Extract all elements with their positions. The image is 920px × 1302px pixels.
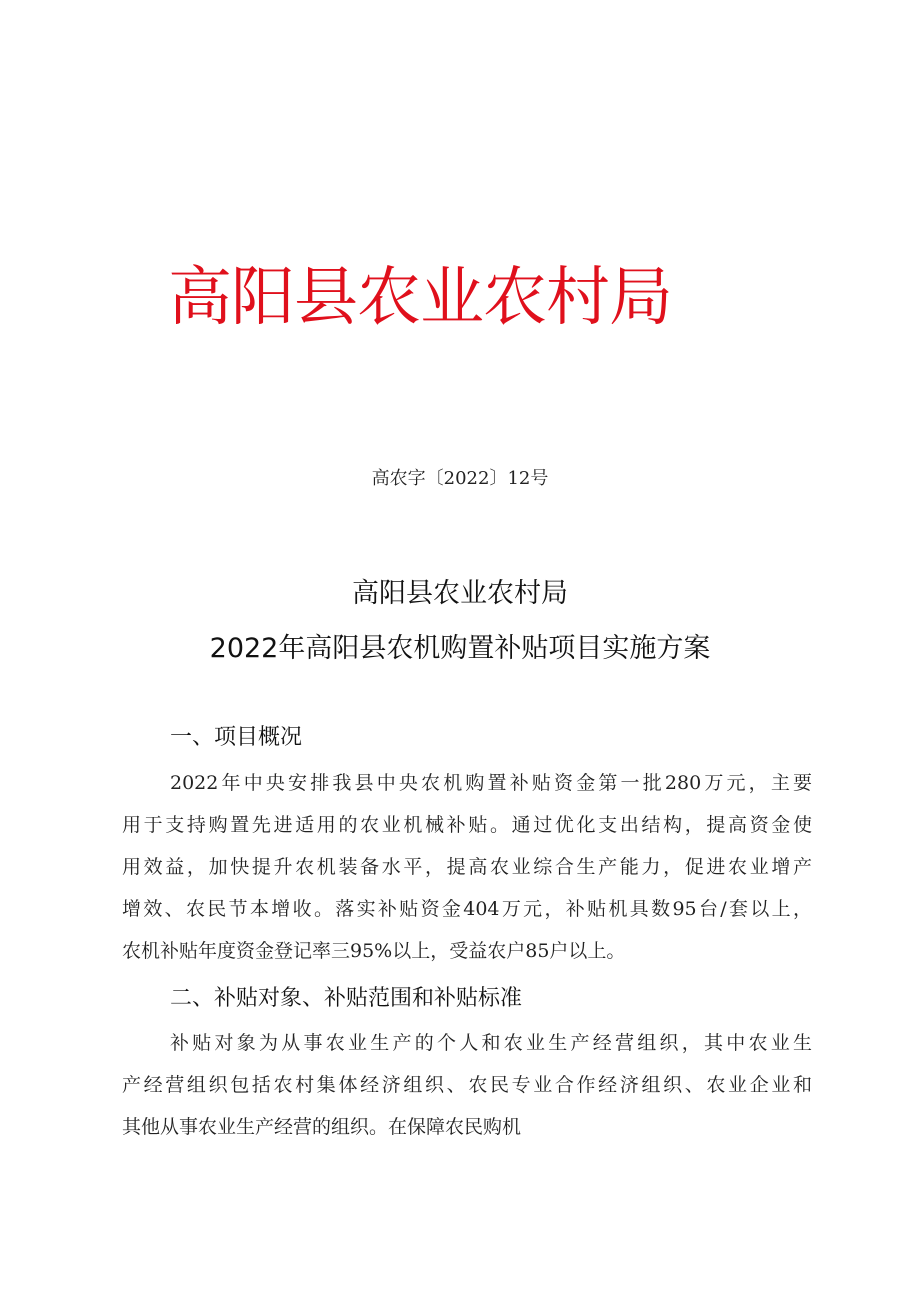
document-title-line-1: 高阳县农业农村局 [352, 578, 568, 609]
section-heading-overview: 一、项目概况 [170, 725, 303, 750]
paragraph-line: 产经营组织包括农村集体经济组织、农民专业合作经济组织、农业企业和 [122, 1074, 812, 1096]
paragraph-line: 其他从事农业生产经营的组织。在保障农民购机 [122, 1116, 522, 1138]
section-heading-subsidy: 二、补贴对象、补贴范围和补贴标准 [170, 986, 523, 1011]
paragraph-line: 2022年中央安排我县中央农机购置补贴资金第一批280万元，主要 [170, 772, 812, 794]
section-body-overview [122, 762, 812, 972]
organization-header: 高阳县农业农村局 [168, 261, 672, 335]
paragraph-line: 补贴对象为从事农业生产的个人和农业生产经营组织，其中农业生 [170, 1032, 812, 1054]
document-number: 高农字〔2022〕12号 [371, 468, 549, 489]
paragraph-line: 用效益，加快提升农机装备水平，提高农业综合生产能力，促进农业增产 [122, 856, 812, 878]
paragraph-line: 增效、农民节本增收。落实补贴资金404万元，补贴机具数95台/套以上， [122, 898, 812, 920]
paragraph-line: 农机补贴年度资金登记率三95%以上，受益农户85户以上。 [122, 940, 626, 962]
document-title-line-2: 2022年高阳县农机购置补贴项目实施方案 [209, 633, 711, 664]
section-body-subsidy [122, 1022, 812, 1148]
paragraph-line: 用于支持购置先进适用的农业机械补贴。通过优化支出结构，提高资金使 [122, 814, 812, 836]
